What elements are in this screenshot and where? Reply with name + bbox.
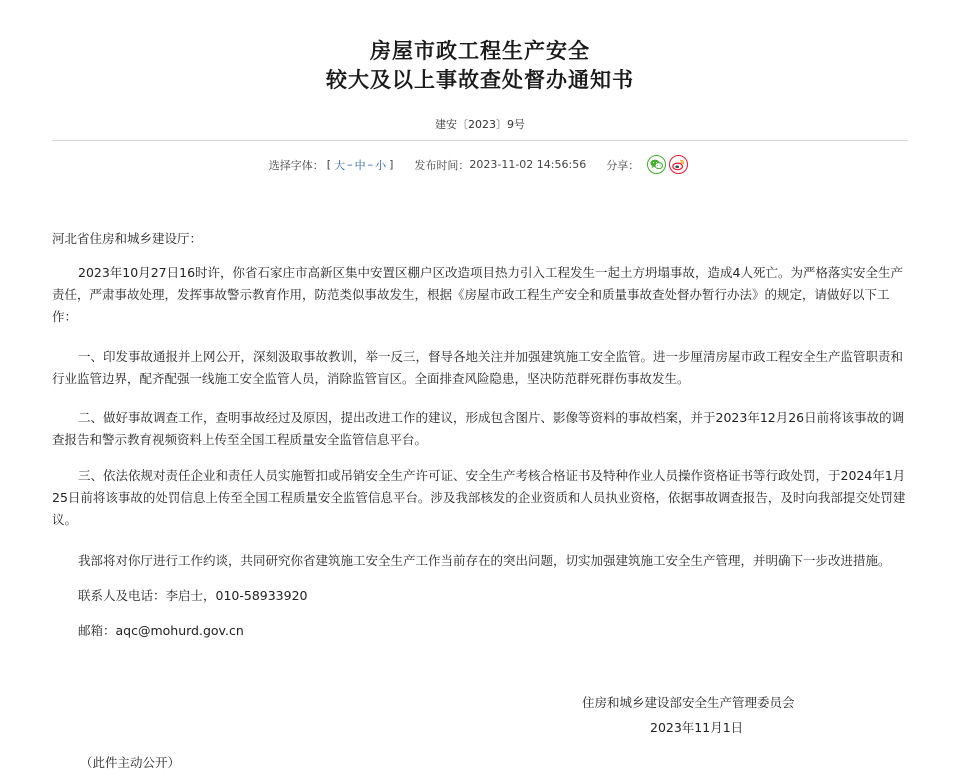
font-size-separator: – xyxy=(347,158,353,171)
publish-time-label: 发布时间： xyxy=(414,158,470,172)
disclosure-note: （此件主动公开） xyxy=(80,755,181,770)
recipient-line: 河北省住房和城乡建设厅： xyxy=(52,231,203,246)
weibo-share-button[interactable] xyxy=(669,155,688,174)
share-label: 分享： xyxy=(606,158,640,172)
paragraph-item-3: 三、依法依规对责任企业和责任人员实施暂扣或吊销安全生产许可证、安全生产考核合格证书及特种作业人员操作资格证书等行政处罚，于2024年1月25日前将该事故的处罚信息上传至全国工程质量安全监管信息平台。涉及我部核发的企业资质和人员执业资格，依据事故调查报告，及时向我部提交处罚建议。 xyxy=(52,468,906,527)
publish-time-value: 2023-11-02 14:56:56 xyxy=(469,158,587,171)
wechat-share-button[interactable] xyxy=(647,155,666,174)
contact-phone: 联系人及电话：李启士，010-58933920 xyxy=(78,588,308,603)
document-number: 建安〔2023〕9号 xyxy=(435,118,525,131)
weibo-icon xyxy=(672,159,685,171)
paragraph-item-1: 一、印发事故通报并上网公开，深刻汲取事故教训，举一反三，督导各地关注并加强建筑施工安全监管。进一步厘清房屋市政工程安全生产监管职责和行业监管边界，配齐配强一线施工安全监管人员，消除监管盲区。全面排查风险隐患，坚决防范群死群伤事故发生。 xyxy=(52,349,904,386)
page-title-line1: 房屋市政工程生产安全 xyxy=(370,39,590,63)
header-divider xyxy=(52,140,908,141)
article-meta-bar xyxy=(0,155,960,174)
font-select-bracket-open: [ xyxy=(326,158,332,171)
contact-email: 邮箱：aqc@mohurd.gov.cn xyxy=(78,623,244,638)
font-size-medium-link[interactable]: 中 xyxy=(354,158,366,172)
font-select-label: 选择字体： xyxy=(268,158,324,172)
paragraph-intro: 2023年10月27日16时许，你省石家庄市高新区集中安置区棚户区改造项目热力引入工程发生一起土方坍塌事故，造成4人死亡。为严格落实安全生产责任，严肃事故处理，发挥事故警示教育作用，防范类似事故发生，根据《房屋市政工程生产安全和质量事故查处督办暂行办法》的规定，请做好以下工作： xyxy=(52,265,903,324)
wechat-icon xyxy=(650,159,663,170)
page-title-line2: 较大及以上事故查处督办通知书 xyxy=(326,68,634,92)
paragraph-interview: 我部将对你厅进行工作约谈，共同研究你省建筑施工安全生产工作当前存在的突出问题，切实加强建筑施工安全生产管理，并明确下一步改进措施。 xyxy=(78,553,891,568)
font-select-bracket-close: ] xyxy=(389,158,394,171)
signature-date: 2023年11月1日 xyxy=(650,720,744,735)
font-size-large-link[interactable]: 大 xyxy=(334,158,346,172)
font-size-separator: – xyxy=(367,158,374,171)
signature-organization: 住房和城乡建设部安全生产管理委员会 xyxy=(582,695,795,710)
paragraph-item-2: 二、做好事故调查工作，查明事故经过及原因，提出改进工作的建议，形成包含图片、影像等资料的事故档案，并于2023年12月26日前将该事故的调查报告和警示教育视频资料上传至全国工程质量安全监管信息平台。 xyxy=(52,410,905,447)
font-size-small-link[interactable]: 小 xyxy=(375,158,387,172)
